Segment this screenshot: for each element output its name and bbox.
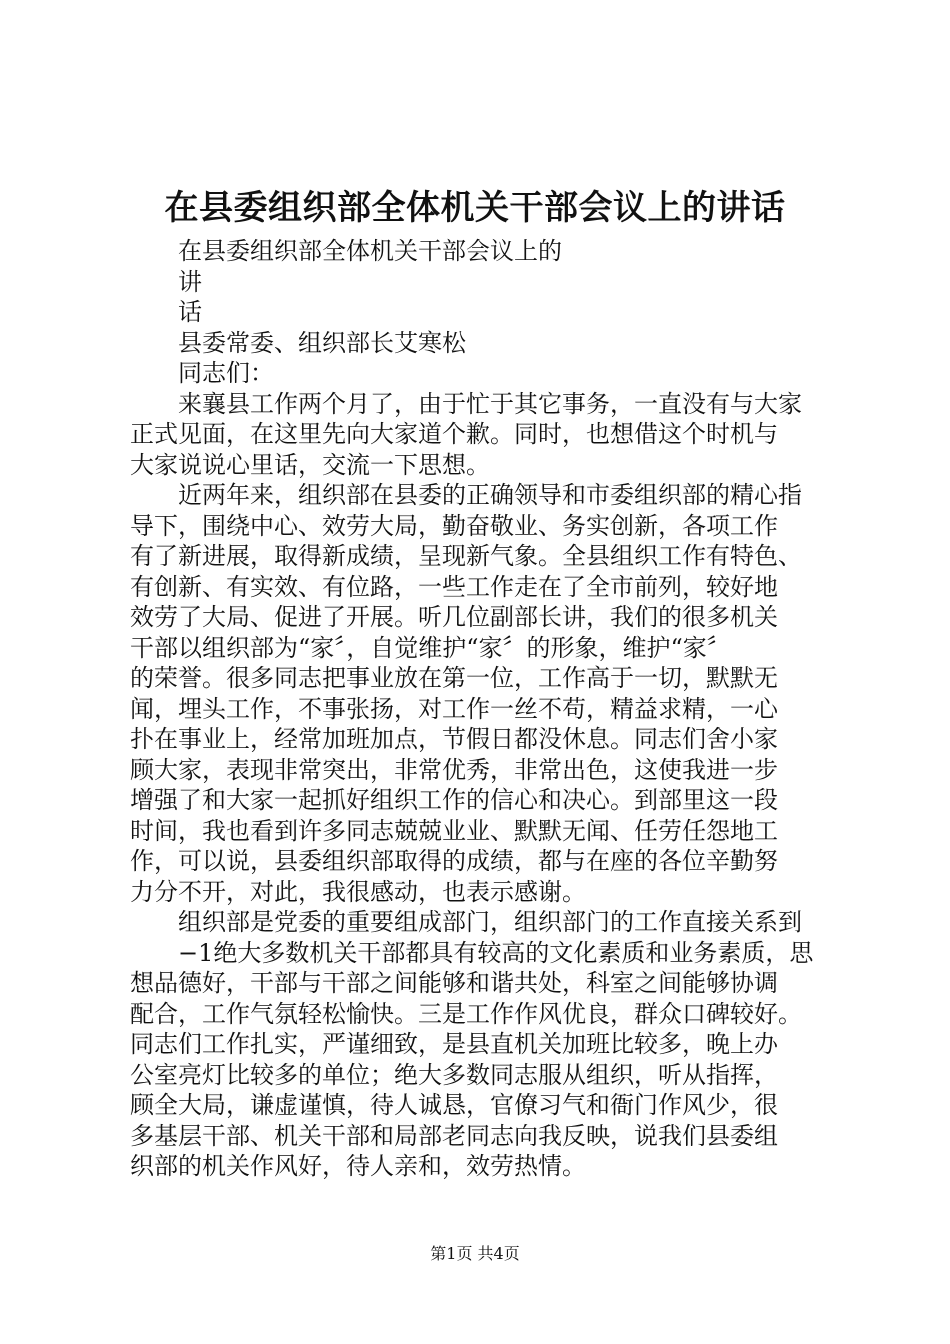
- paragraph-line: 近两年来，组织部在县委的正确领导和市委组织部的精心指: [178, 481, 802, 509]
- paragraph-line: 干部以组织部为“家〞，自觉维护“家〞的形象，维护“家〞: [130, 633, 731, 662]
- salutation: 同志们：: [178, 359, 274, 387]
- paragraph-line: 组织部是党委的重要组成部门，组织部门的工作直接关系到: [178, 908, 802, 936]
- paragraph-line: 想品德好，干部与干部之间能够和谐共处，科室之间能够协调: [130, 969, 778, 997]
- author-line: 县委常委、组织部长艾寒松: [178, 328, 466, 357]
- paragraph-line: 多基层干部、机关干部和局部老同志向我反映，说我们县委组: [130, 1121, 778, 1150]
- paragraph-line: 大家说说心里话，交流一下思想。: [130, 450, 490, 479]
- document-body: [130, 236, 858, 1182]
- paragraph-line: 导下，围绕中心、效劳大局，勤奋敬业、务实创新，各项工作: [130, 511, 778, 540]
- paragraph-line: 配合，工作气氛轻松愉快。三是工作作风优良，群众口碑较好。: [130, 999, 802, 1028]
- paragraph-line: 同志们工作扎实，严谨细致，是县直机关加班比较多，晚上办: [130, 1030, 778, 1058]
- paragraph-line: 顾大家，表现非常突出，非常优秀，非常出色，这使我进一步: [130, 755, 778, 784]
- document-title: 在县委组织部全体机关干部会议上的讲话: [164, 188, 786, 228]
- paragraph-line: 有创新、有实效、有位路，一些工作走在了全市前列，较好地: [130, 572, 778, 601]
- paragraph-line: 来襄县工作两个月了，由于忙于其它事务，一直没有与大家: [178, 389, 802, 418]
- paragraph-line: 织部的机关作风好，待人亲和，效劳热情。: [130, 1152, 586, 1180]
- heading-line: 在县委组织部全体机关干部会议上的: [178, 237, 562, 265]
- paragraph-line: 扑在事业上，经常加班加点，节假日都没休息。同志们舍小家: [130, 725, 778, 753]
- paragraph-line: 有了新进展，取得新成绩，呈现新气象。全县组织工作有特色、: [130, 542, 802, 570]
- paragraph-line: −1绝大多数机关干部都具有较高的文化素质和业务素质，思: [178, 938, 814, 967]
- paragraph-line: 的荣誉。很多同志把事业放在第一位，工作高于一切，默默无: [130, 664, 778, 692]
- paragraph-line: 作，可以说，县委组织部取得的成绩，都与在座的各位辛勤努: [130, 847, 778, 875]
- paragraph-line: 公室亮灯比较多的单位；绝大多数同志服从组织，听从指挥，: [130, 1060, 778, 1089]
- heading-line: 话: [178, 298, 202, 326]
- paragraph-line: 力分不开，对此，我很感动，也表示感谢。: [130, 877, 586, 906]
- paragraph-line: 正式见面，在这里先向大家道个歉。同时，也想借这个时机与: [130, 420, 778, 448]
- paragraph-line: 顾全大局，谦虚谨慎，待人诚恳，官僚习气和衙门作风少，很: [130, 1091, 778, 1119]
- paragraph-line: 时间，我也看到许多同志兢兢业业、默默无闻、任劳任怨地工: [130, 816, 778, 845]
- paragraph-line: 闻，埋头工作，不事张扬，对工作一丝不苟，精益求精，一心: [130, 694, 778, 723]
- heading-line: 讲: [178, 267, 202, 296]
- paragraph-line: 效劳了大局、促进了开展。听几位副部长讲，我们的很多机关: [130, 603, 778, 631]
- paragraph-line: 增强了和大家一起抓好组织工作的信心和决心。到部里这一段: [130, 786, 778, 814]
- page-indicator: 第1页 共4页: [430, 1244, 520, 1263]
